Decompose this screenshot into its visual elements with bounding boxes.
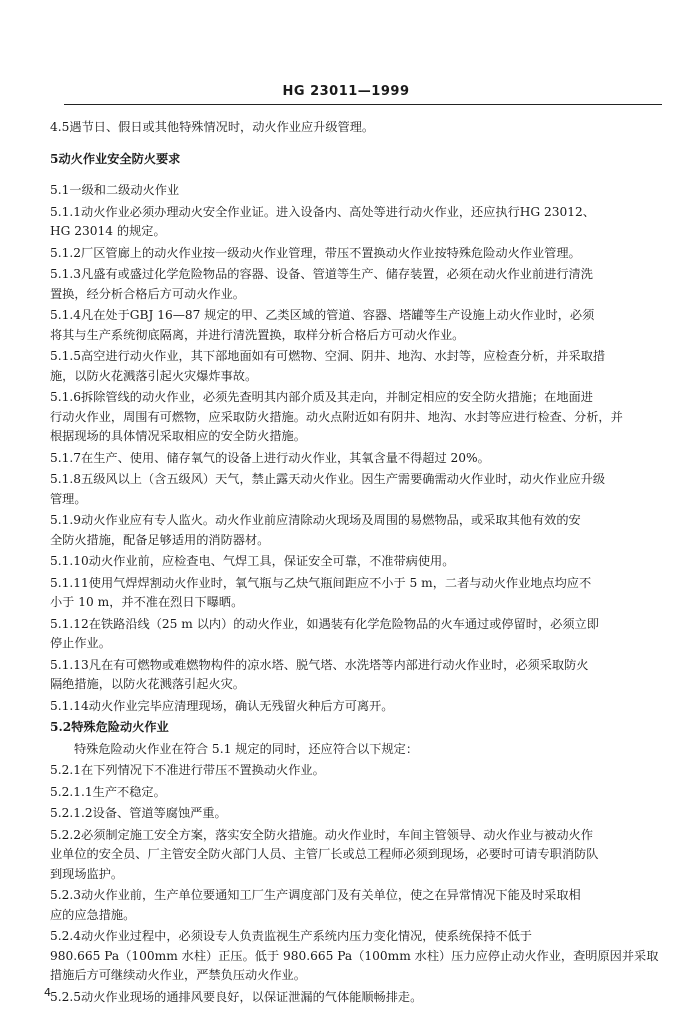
paragraph xyxy=(50,927,664,986)
clause-number: 5.1.5 xyxy=(50,349,82,363)
clause-number: 5.1.12 xyxy=(50,616,89,631)
paragraph xyxy=(50,306,664,345)
paragraph xyxy=(50,244,664,264)
clause-number: 5.1.1 xyxy=(50,204,82,219)
clause-text: 根据现场的具体情况采取相应的安全防火措施。 xyxy=(50,429,306,443)
clause-text: 停止作业。 xyxy=(50,636,111,650)
clause-text: 动火作业必须办理动火安全作业证。进入设备内、高处等进行动火作业，还应执行HG 23012、 xyxy=(81,204,595,219)
clause-text: 业单位的安全员、厂主管安全防火部门人员、主管厂长或总工程师必须到现场，必要时可请专职消防队 xyxy=(50,847,599,861)
paragraph xyxy=(50,150,664,170)
clause-text: 凡在有可燃物或难燃物构件的凉水塔、脱气塔、水洗塔等内部进行动火作业时，必须采取防火 xyxy=(88,657,589,672)
clause-number: 4.5 xyxy=(50,120,70,134)
page-number: 4 xyxy=(44,986,51,999)
clause-text: 动火作业前，生产单位要通知工厂生产调度部门及有关单位，使之在异常情况下能及时采取相 xyxy=(81,888,581,902)
clause-number: 5.2.2 xyxy=(50,827,82,842)
clause-text: 措施后方可继续动火作业，严禁负压动火作业。 xyxy=(50,968,306,982)
clause-text: 高空进行动火作业，其下部地面如有可燃物、空洞、阴井、地沟、水封等，应检查分析，并采取措 xyxy=(81,349,606,363)
clause-number: 5.1.9 xyxy=(50,513,82,527)
clause-number: 5.1 xyxy=(50,183,70,197)
paragraph xyxy=(50,697,664,717)
clause-number: 5.1.11 xyxy=(50,575,89,590)
clause-number: 5.2.1.1 xyxy=(50,784,93,799)
clause-number: 5 xyxy=(50,151,59,166)
document-body xyxy=(50,118,664,1009)
clause-text: 980.665 Pa（100mm 水柱）正压。低于 980.665 Pa（100mm 水柱）压力应停止动火作业，查明原因并采取 xyxy=(50,948,659,963)
paragraph xyxy=(50,118,664,138)
clause-number: 5.1.4 xyxy=(50,308,82,322)
clause-number: 5.1.6 xyxy=(50,390,82,404)
clause-number: 5.1.3 xyxy=(50,267,82,281)
clause-text: 行动火作业，周围有可燃物，应采取防火措施。动火点附近如有阴井、地沟、水封等应进行检查、分析，并 xyxy=(50,409,623,424)
clause-text: 凡盛有或盛过化学危险物品的容器、设备、管道等生产、储存装置，必须在动火作业前进行清洗 xyxy=(81,267,593,281)
paragraph xyxy=(50,761,664,781)
paragraph xyxy=(50,615,664,654)
clause-text: 隔绝措施，以防火花溅落引起火灾。 xyxy=(50,677,245,691)
clause-text: 厂区管廊上的动火作业按一级动火作业管理，带压不置换动火作业按特殊危险动火作业管理。 xyxy=(81,245,581,260)
clause-text: 在铁路沿线（25 m 以内）的动火作业，如遇装有化学危险物品的火车通过或停留时，必须立即 xyxy=(88,616,599,631)
clause-number: 5.1.2 xyxy=(50,245,82,260)
clause-text: 生产不稳定。 xyxy=(92,784,166,799)
clause-text: 特殊危险动火作业在符合 5.1 规定的同时，还应符合以下规定： xyxy=(74,741,419,756)
clause-text: 应的应急措施。 xyxy=(50,907,136,922)
clause-number: 5.2 xyxy=(50,720,72,734)
clause-text: 动火作业过程中，必须设专人负责监视生产系统内压力变化情况，使系统保持不低于 xyxy=(81,929,532,943)
clause-text: 动火作业完毕应清理现场，确认无残留火种后方可离开。 xyxy=(88,698,394,713)
standard-code: HG 23011—1999 xyxy=(282,84,410,99)
clause-number: 5.1.8 xyxy=(50,472,82,486)
clause-number: 5.2.4 xyxy=(50,929,82,943)
clause-text: 到现场监护。 xyxy=(50,866,124,881)
clause-text: 凡在处于GBJ 16—87 规定的甲、乙类区域的管道、容器、塔罐等生产设施上动火作业时，必须 xyxy=(81,308,595,322)
clause-text: 五级风以上（含五级风）天气，禁止露天动火作业。因生产需要确需动火作业时，动火作业应升级 xyxy=(81,472,606,486)
clause-number: 5.2.1 xyxy=(50,763,82,777)
clause-text: 特殊危险动火作业 xyxy=(71,720,169,734)
paragraph xyxy=(50,181,664,201)
paragraph xyxy=(50,886,664,925)
clause-text: 必须制定施工安全方案，落实安全防火措施。动火作业时，车间主管领导、动火作业与被动火作 xyxy=(81,827,593,842)
paragraph xyxy=(50,511,664,550)
paragraph xyxy=(50,552,664,572)
clause-text: 在生产、使用、储存氧气的设备上进行动火作业，其氧含量不得超过 20%。 xyxy=(81,450,490,465)
paragraph xyxy=(50,656,664,695)
paragraph xyxy=(50,783,664,803)
clause-text: 动火作业现场的通排风要良好，以保证泄漏的气体能顺畅排走。 xyxy=(81,989,423,1004)
clause-text: 全防火措施，配备足够适用的消防器材。 xyxy=(50,532,270,547)
paragraph xyxy=(50,449,664,469)
clause-number: 5.2.1.2 xyxy=(50,806,93,820)
clause-text: 动火作业前，应检查电、气焊工具，保证安全可靠，不准带病使用。 xyxy=(88,554,455,568)
clause-text: 遇节日、假日或其他特殊情况时，动火作业应升级管理。 xyxy=(69,120,375,134)
clause-text: 一级和二级动火作业 xyxy=(69,183,180,197)
paragraph xyxy=(50,347,664,386)
paragraph xyxy=(50,388,664,447)
clause-text: 施，以防火花溅落引起火灾爆炸事故。 xyxy=(50,368,258,383)
paragraph xyxy=(50,470,664,509)
clause-number: 5.1.13 xyxy=(50,657,89,672)
paragraph xyxy=(50,826,664,885)
clause-text: 在下列情况下不准进行带压不置换动火作业。 xyxy=(81,763,325,777)
clause-text: 拆除管线的动火作业，必须先查明其内部介质及其走向，并制定相应的安全防火措施；在地面进 xyxy=(81,390,593,404)
header-rule xyxy=(64,104,662,105)
clause-text: HG 23014 的规定。 xyxy=(50,224,166,238)
clause-number: 5.1.7 xyxy=(50,450,82,465)
paragraph xyxy=(50,203,664,242)
paragraph xyxy=(50,804,664,824)
clause-text: 小于 10 m，并不准在烈日下曝晒。 xyxy=(50,595,244,609)
clause-text: 动火作业应有专人监火。动火作业前应清除动火现场及周围的易燃物品，或采取其他有效的安 xyxy=(81,513,581,527)
paragraph xyxy=(50,574,664,613)
paragraph xyxy=(50,718,664,738)
clause-text: 置换，经分析合格后方可动火作业。 xyxy=(50,286,245,301)
clause-number: 5.2.5 xyxy=(50,989,82,1004)
paragraph xyxy=(50,265,664,304)
clause-number: 5.2.3 xyxy=(50,888,82,902)
paragraph xyxy=(50,740,664,760)
clause-text: 动火作业安全防火要求 xyxy=(58,151,181,166)
clause-text: 管理。 xyxy=(50,491,87,506)
clause-number: 5.1.14 xyxy=(50,698,89,713)
clause-text: 设备、管道等腐蚀严重。 xyxy=(92,806,227,820)
clause-text: 将其与生产系统彻底隔离，并进行清洗置换，取样分析合格后方可动火作业。 xyxy=(50,327,465,342)
paragraph xyxy=(50,988,664,1008)
clause-number: 5.1.10 xyxy=(50,554,89,568)
clause-text: 使用气焊焊割动火作业时，氧气瓶与乙炔气瓶间距应不小于 5 m，二者与动火作业地点均应不 xyxy=(88,575,592,590)
